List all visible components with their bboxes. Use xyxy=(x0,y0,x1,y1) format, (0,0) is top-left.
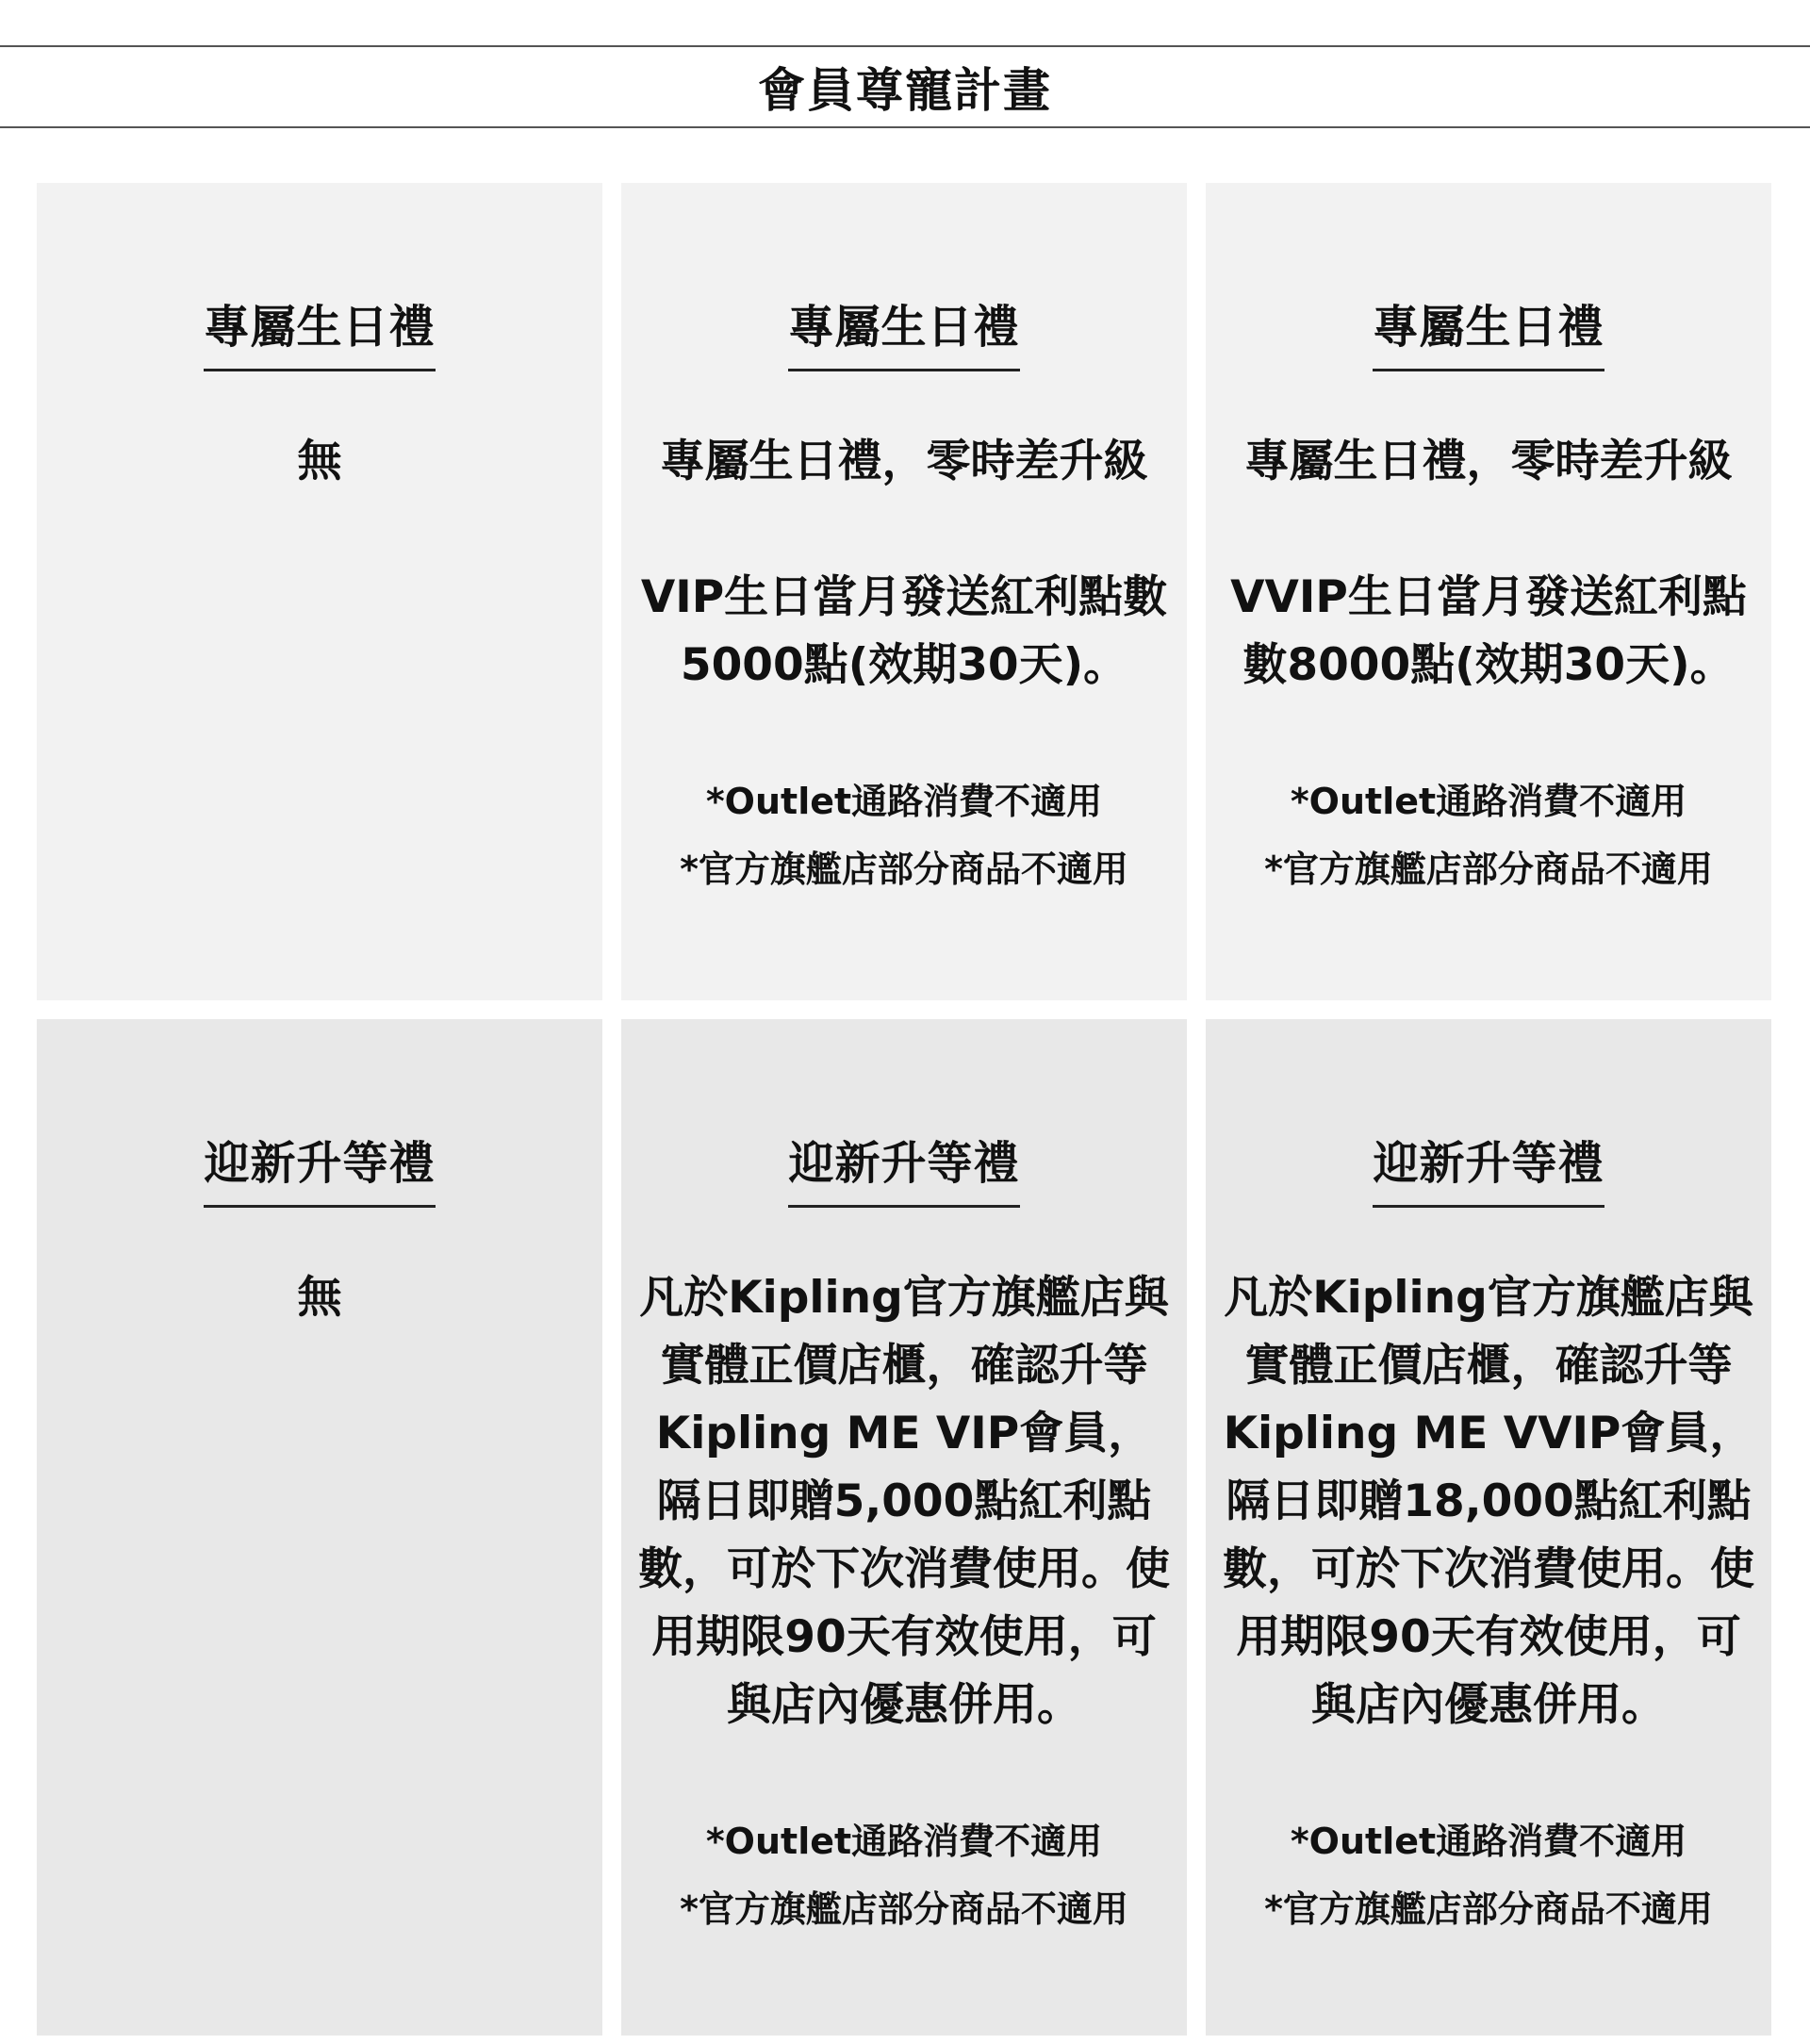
benefit-card-title: 迎新升等禮 xyxy=(788,1127,1019,1208)
benefit-description: 專屬生日禮，零時差升級 xyxy=(660,436,1148,487)
benefit-card xyxy=(1206,183,1771,1000)
benefit-card-body xyxy=(638,1264,1170,1943)
benefit-card-body xyxy=(54,428,585,496)
page-title: 會員尊寵計畫 xyxy=(758,63,1052,118)
benefit-card-title: 專屬生日禮 xyxy=(788,290,1019,371)
benefit-description: 凡於Kipling官方旗艦店與實體正價店櫃，確認升等Kipling ME VVIP會員，隔日即贈18,000點紅利點數，可於下次消費使用。使用期限90天有效使用，可與店內優惠併用。 xyxy=(1223,1272,1754,1731)
benefit-notes xyxy=(1223,1807,1754,1943)
benefit-card-body xyxy=(1223,428,1754,903)
benefit-card-title: 專屬生日禮 xyxy=(204,290,435,371)
benefit-card xyxy=(621,1019,1187,2036)
benefit-description: VIP生日當月發送紅利點數5000點(效期30天)。 xyxy=(640,571,1168,691)
benefit-card xyxy=(37,1019,602,2036)
benefit-notes xyxy=(1223,767,1754,903)
benefit-description: 凡於Kipling官方旗艦店與實體正價店櫃，確認升等Kipling ME VIP會員，隔日即贈5,000點紅利點數，可於下次消費使用。使用期限90天有效使用，可與店內優惠併用。 xyxy=(638,1272,1170,1731)
benefit-card xyxy=(37,183,602,1000)
benefit-note: *Outlet通路消費不適用 xyxy=(1290,781,1687,822)
benefit-note: *Outlet通路消費不適用 xyxy=(705,1821,1103,1862)
benefits-grid xyxy=(37,183,1771,2036)
benefit-note: *官方旗艦店部分商品不適用 xyxy=(680,849,1128,890)
benefit-card-body xyxy=(54,1264,585,1332)
benefit-note: *Outlet通路消費不適用 xyxy=(705,781,1103,822)
benefit-note: *官方旗艦店部分商品不適用 xyxy=(680,1888,1128,1930)
benefit-card-title: 專屬生日禮 xyxy=(1373,290,1604,371)
benefit-note: *Outlet通路消費不適用 xyxy=(1290,1821,1687,1862)
benefit-card-body xyxy=(638,428,1170,903)
benefit-description: 無 xyxy=(297,436,342,487)
benefit-note: *官方旗艦店部分商品不適用 xyxy=(1264,849,1713,890)
benefit-notes xyxy=(638,1807,1170,1943)
benefit-card xyxy=(1206,1019,1771,2036)
benefit-card-title: 迎新升等禮 xyxy=(204,1127,435,1208)
benefit-notes xyxy=(638,767,1170,903)
benefit-description: 無 xyxy=(297,1272,342,1324)
benefit-card-title: 迎新升等禮 xyxy=(1373,1127,1604,1208)
benefit-card xyxy=(621,183,1187,1000)
benefit-description: 專屬生日禮，零時差升級 xyxy=(1244,436,1733,487)
benefit-description: VVIP生日當月發送紅利點數8000點(效期30天)。 xyxy=(1230,571,1747,691)
benefit-note: *官方旗艦店部分商品不適用 xyxy=(1264,1888,1713,1930)
page-header xyxy=(0,45,1810,128)
benefit-card-body xyxy=(1223,1264,1754,1943)
